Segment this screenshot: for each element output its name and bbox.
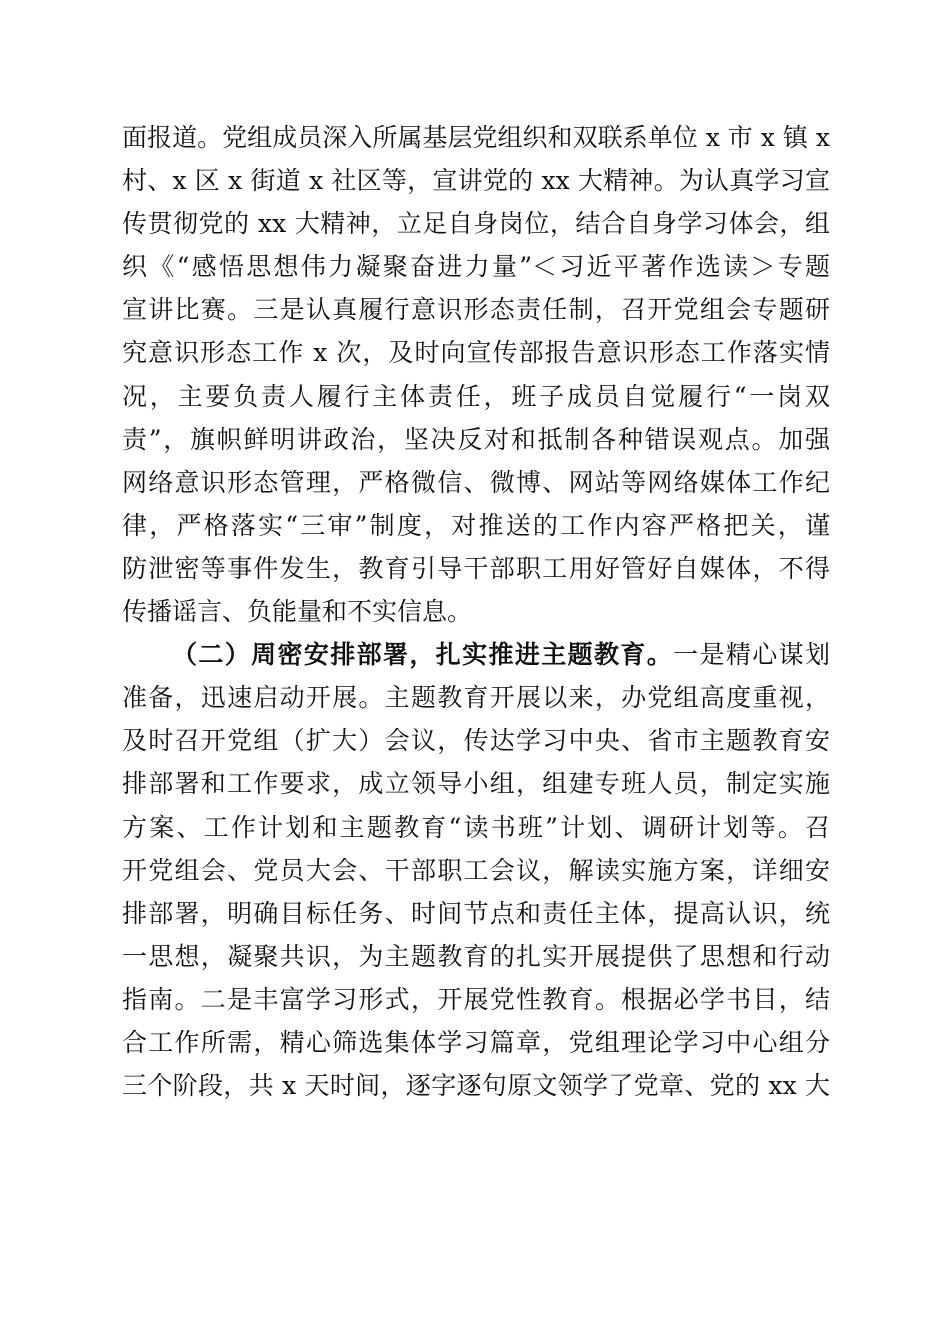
paragraph-1-line-8: 责”，旗帜鲜明讲政治，坚决反对和抵制各种错误观点。加强 xyxy=(122,424,830,454)
paragraph-2-line-8: 一思想，凝聚共识，为主题教育的扎实开展提供了思想和行动 xyxy=(122,941,830,971)
paragraph-2-line-7: 排部署，明确目标任务、时间节点和责任主体，提高认识，统 xyxy=(122,898,830,928)
paragraph-1-line-1: 面报道。党组成员深入所属基层党组织和双联系单位 x 市 x 镇 x xyxy=(122,123,830,152)
paragraph-2-line-3: 及时召开党组（扩大）会议，传达学习中央、省市主题教育安 xyxy=(122,726,830,756)
paragraph-2-line-9: 指南。二是丰富学习形式，开展党性教育。根据必学书目，结 xyxy=(122,984,830,1014)
paragraph-1-line-3: 传贯彻党的 xx 大精神，立足自身岗位，结合自身学习体会，组 xyxy=(122,209,830,239)
section-heading: （二）周密安排部署，扎实推进主题教育。 xyxy=(172,640,674,670)
paragraph-1-line-4: 织《“感悟思想伟力凝聚奋进力量”＜习近平著作选读＞专题 xyxy=(122,252,830,282)
paragraph-1-line-7: 况，主要负责人履行主体责任，班子成员自觉履行“一岗双 xyxy=(122,381,830,411)
paragraph-2-line-1 xyxy=(122,633,830,676)
paragraph-1-line-2: 村、x 区 x 街道 x 社区等，宣讲党的 xx 大精神。为认真学习宣 xyxy=(122,166,830,196)
paragraph-1-line-9: 网络意识形态管理，严格微信、微博、网站等网络媒体工作纪 xyxy=(122,467,830,497)
paragraph-1-line-10: 律，严格落实“三审”制度，对推送的工作内容严格把关，谨 xyxy=(122,510,830,540)
paragraph-1-line-12: 传播谣言、负能量和不实信息。 xyxy=(122,597,473,627)
paragraph-1 xyxy=(122,116,830,633)
paragraph-2-line-11: 三个阶段，共 x 天时间，逐字逐句原文领学了党章、党的 xx 大 xyxy=(122,1071,830,1101)
paragraph-1-line-11: 防泄密等事件发生，教育引导干部职工用好管好自媒体，不得 xyxy=(122,553,830,583)
paragraph-2-line-6: 开党组会、党员大会、干部职工会议，解读实施方案，详细安 xyxy=(122,855,830,885)
paragraph-1-line-6: 究意识形态工作 x 次，及时向宣传部报告意识形态工作落实情 xyxy=(122,338,830,368)
paragraph-2-line-5: 方案、工作计划和主题教育“读书班”计划、调研计划等。召 xyxy=(122,812,830,842)
paragraph-2-line-1-rest: 一是精心谋划 xyxy=(673,640,830,670)
paragraph-1-line-5: 宣讲比赛。三是认真履行意识形态责任制，召开党组会专题研 xyxy=(122,295,830,325)
paragraph-2-line-2: 准备，迅速启动开展。主题教育开展以来，办党组高度重视， xyxy=(122,683,830,713)
paragraph-2-line-4: 排部署和工作要求，成立领导小组，组建专班人员，制定实施 xyxy=(122,769,830,799)
document-body xyxy=(122,116,830,1107)
paragraph-2-line-10: 合工作所需，精心筛选集体学习篇章，党组理论学习中心组分 xyxy=(122,1027,830,1057)
paragraph-2 xyxy=(122,633,830,1107)
